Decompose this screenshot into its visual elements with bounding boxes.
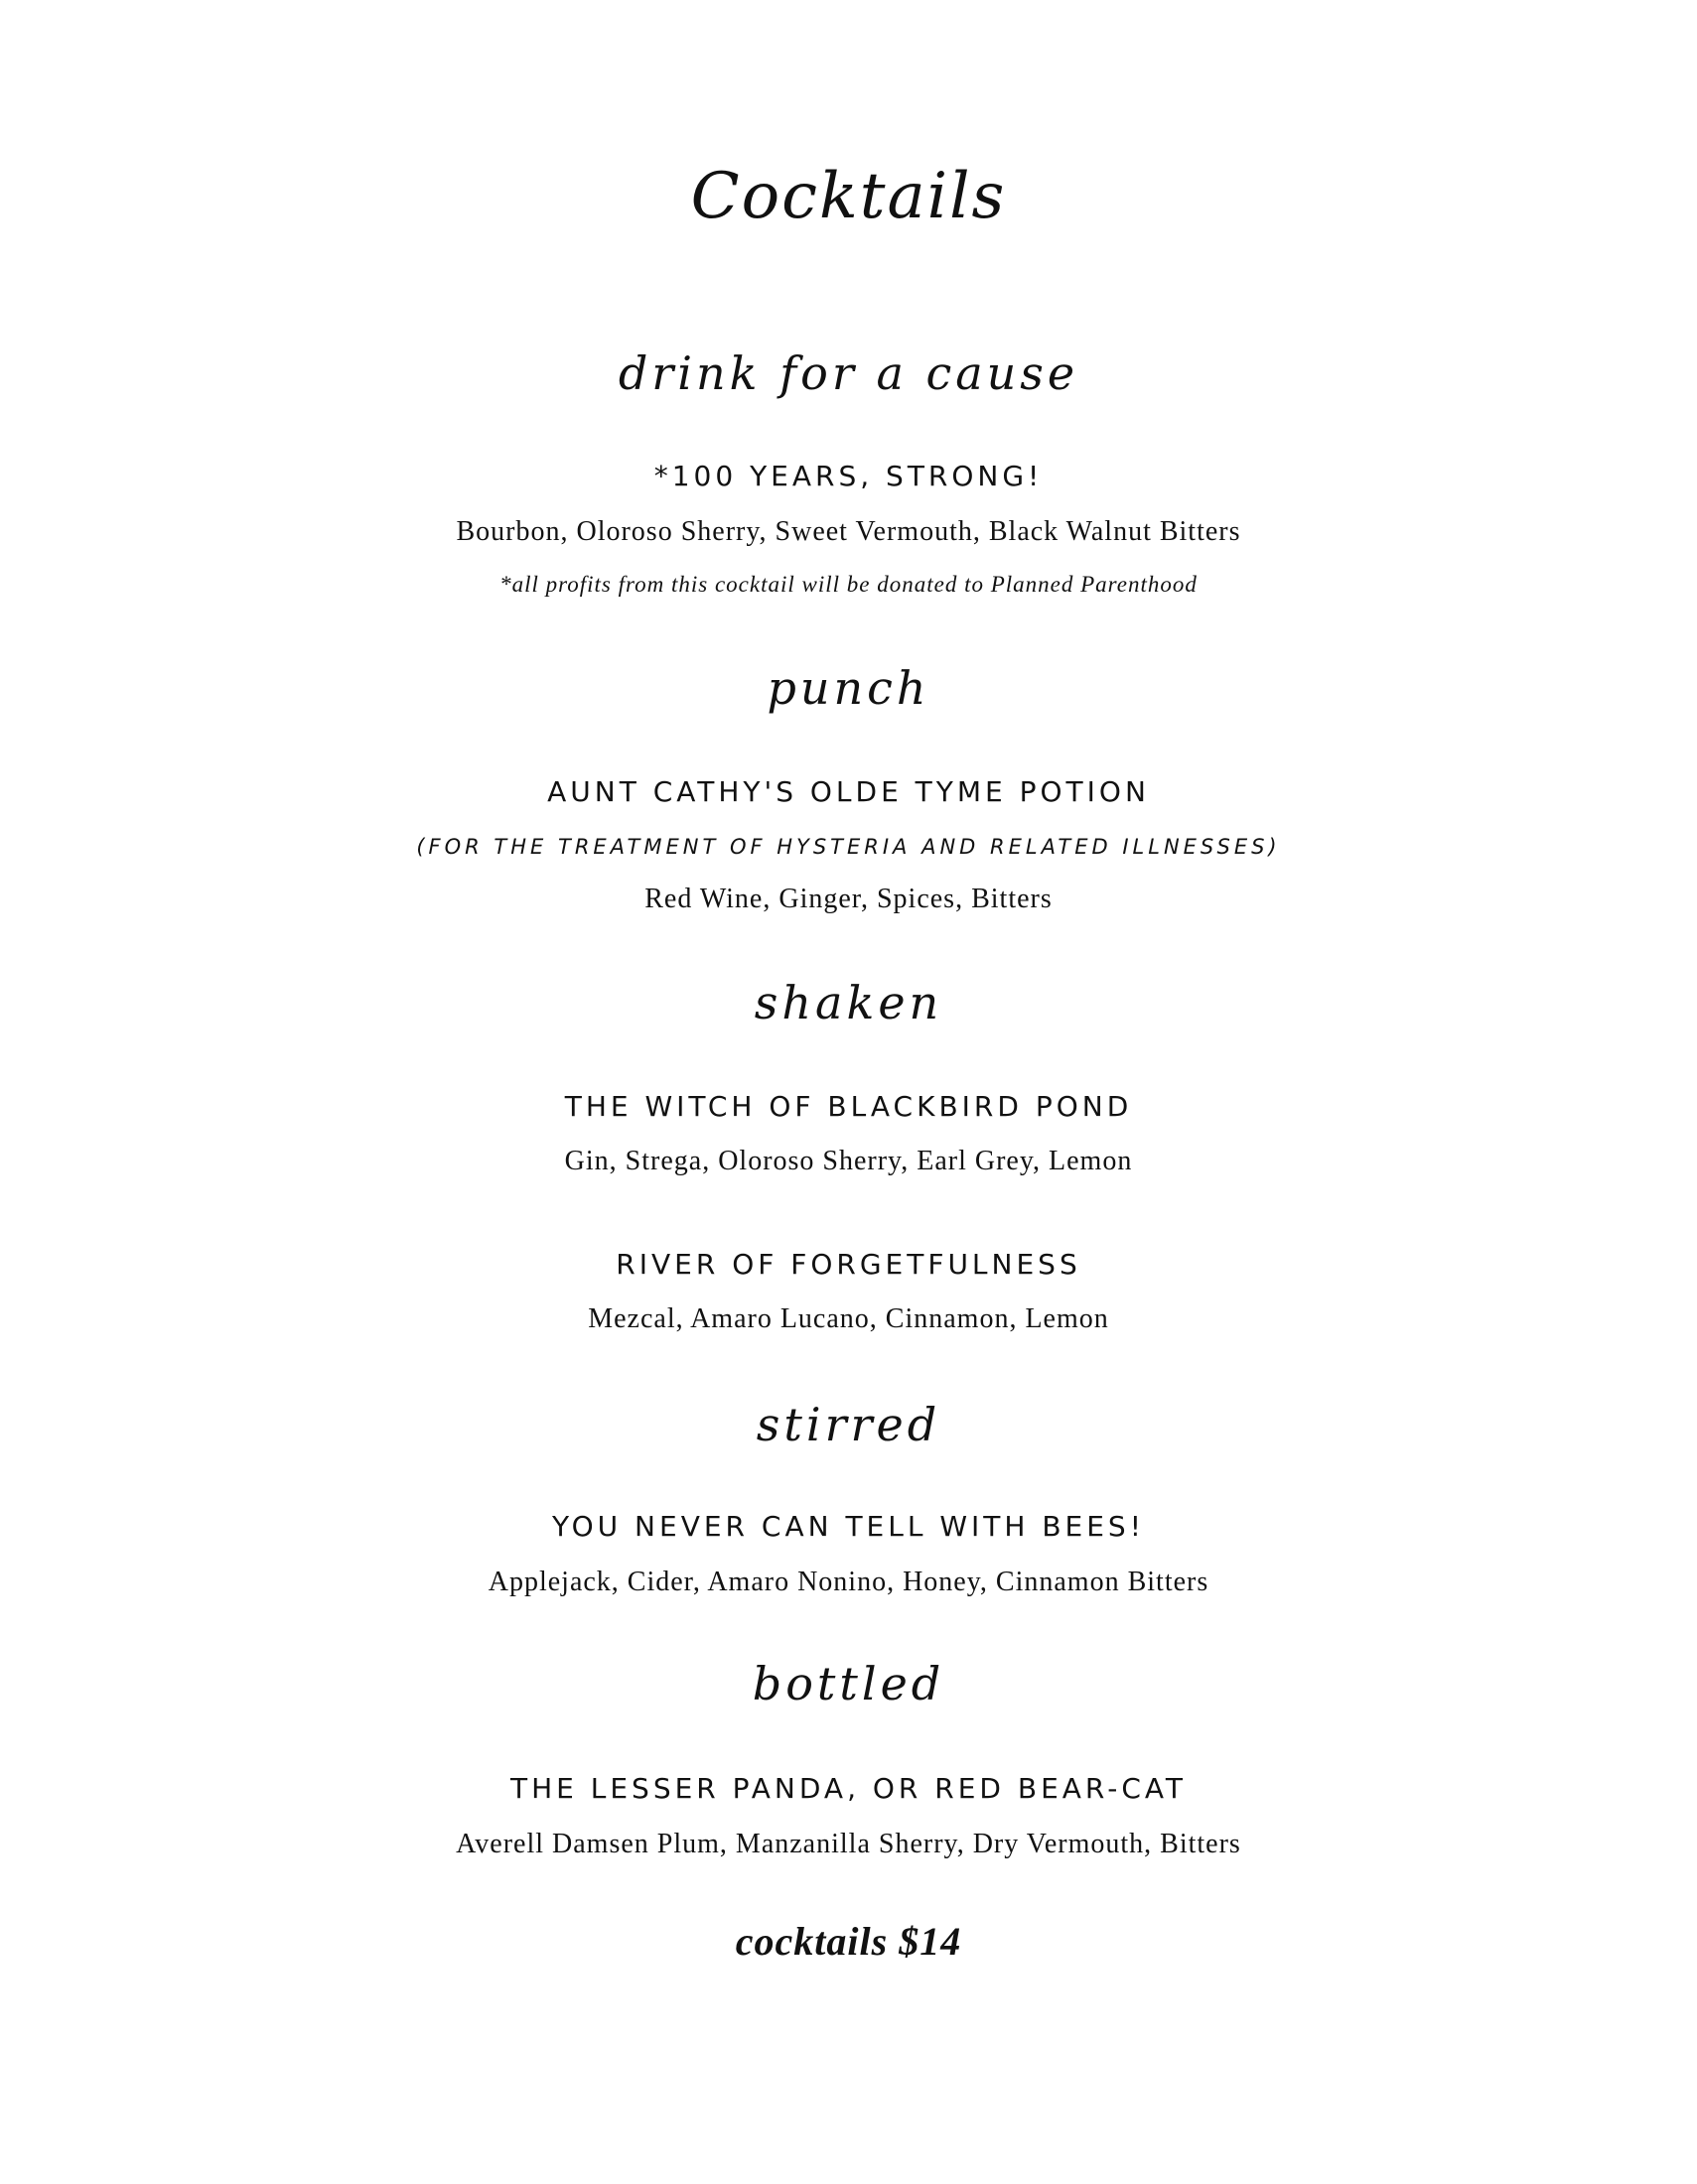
- drink-ingredients-aunt-cathys-olde-tyme-potion: Red Wine, Ginger, Spices, Bitters: [644, 884, 1053, 914]
- drink-ingredients-you-never-can-tell-with-bees: Applejack, Cider, Amaro Nonino, Honey, Cinnamon Bitters: [488, 1567, 1209, 1597]
- section-heading-stirred: stirred: [756, 1398, 941, 1451]
- drink-note-planned-parenthood: *all profits from this cocktail will be donated to Planned Parenthood: [499, 572, 1198, 597]
- drink-name-river-of-forgetfulness: RIVER OF FORGETFULNESS: [616, 1248, 1081, 1281]
- section-heading-bottled: bottled: [752, 1657, 945, 1710]
- drink-name-100-years-strong: *100 YEARS, STRONG!: [653, 460, 1044, 492]
- drink-ingredients-witch-of-blackbird-pond: Gin, Strega, Oloroso Sherry, Earl Grey, Lemon: [564, 1146, 1133, 1176]
- section-heading-shaken: shaken: [754, 976, 943, 1029]
- drink-ingredients-100-years-strong: Bourbon, Oloroso Sherry, Sweet Vermouth, Black Walnut Bitters: [456, 516, 1241, 547]
- section-heading-punch: punch: [767, 661, 930, 715]
- drink-name-aunt-cathys-olde-tyme-potion: AUNT CATHY'S OLDE TYME POTION: [547, 775, 1150, 808]
- drink-subtitle-aunt-cathys-olde-tyme-potion: (FOR THE TREATMENT OF HYSTERIA AND RELATED ILLNESSES): [416, 835, 1281, 859]
- section-heading-drink-for-a-cause: drink for a cause: [618, 346, 1079, 400]
- drink-name-you-never-can-tell-with-bees: YOU NEVER CAN TELL WITH BEES!: [552, 1510, 1145, 1543]
- drink-ingredients-lesser-panda-red-bear-cat: Averell Damsen Plum, Manzanilla Sherry, Dry Vermouth, Bitters: [456, 1829, 1241, 1859]
- drink-ingredients-river-of-forgetfulness: Mezcal, Amaro Lucano, Cinnamon, Lemon: [588, 1303, 1109, 1334]
- price-label: cocktails $14: [735, 1919, 962, 1964]
- drink-name-witch-of-blackbird-pond: THE WITCH OF BLACKBIRD POND: [564, 1090, 1133, 1123]
- page-title: Cocktails: [690, 160, 1007, 233]
- drink-name-lesser-panda-red-bear-cat: THE LESSER PANDA, OR RED BEAR-CAT: [510, 1772, 1187, 1805]
